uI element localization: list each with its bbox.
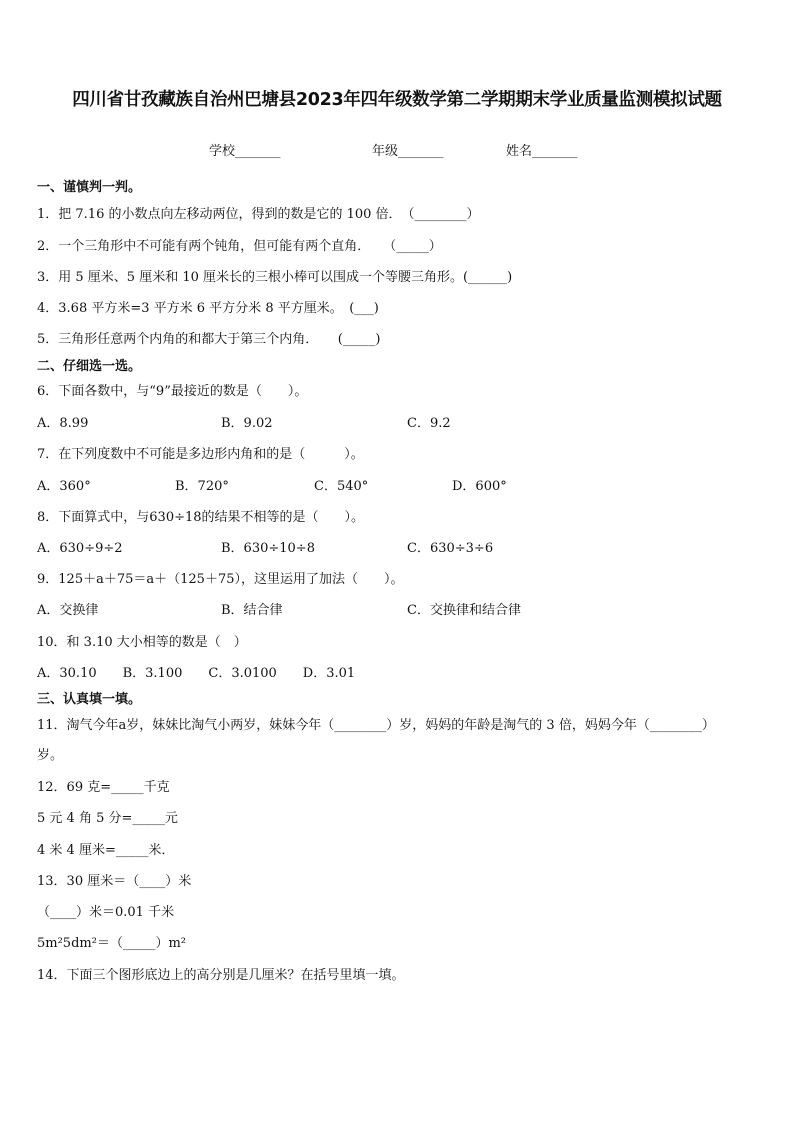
section-heading-choose: 二、仔细选一选。 [37, 359, 142, 374]
grade-field[interactable]: 年级_______ [372, 144, 444, 159]
q6-option-a: A．8.99 [37, 416, 89, 431]
q7-option-c: C．540° [314, 479, 369, 494]
name-field[interactable]: 姓名_______ [506, 144, 578, 159]
question-12-line-3: 4 米 4 厘米=_____米． [37, 843, 175, 858]
question-13-line-2: （____）米＝0.01 千米 [37, 905, 175, 920]
question-13-line-3: 5m²5dm²＝（_____）m² [37, 936, 186, 951]
q7-option-d: D．600° [452, 479, 507, 494]
question-11: 11．淘气今年a岁，妹妹比淘气小两岁，妹妹今年（________）岁，妈妈的年龄是淘气的 3 倍，妈妈今年（________） [37, 718, 715, 733]
page-title: 四川省甘孜藏族自治州巴塘县2023年四年级数学第二学期期末学业质量监测模拟试题 [72, 90, 722, 110]
q9-option-b: B．结合律 [221, 603, 283, 618]
question-1: 1．把 7.16 的小数点向左移动两位，得到的数是它的 100 倍． （________） [37, 207, 480, 222]
question-5: 5．三角形任意两个内角的和都大于第三个内角． (_____) [37, 332, 381, 347]
q10-options: A．30.10 B．3.100 C．3.0100 D．3.01 [37, 666, 356, 681]
question-3: 3．用 5 厘米、5 厘米和 10 厘米长的三根小棒可以围成一个等腰三角形。(______) [37, 270, 513, 285]
question-6: 6．下面各数中，与“9”最接近的数是（ ）。 [37, 384, 308, 399]
question-14: 14．下面三个图形底边上的高分别是几厘米？在括号里填一填。 [37, 968, 405, 983]
question-4: 4．3.68 平方米=3 平方米 6 平方分米 8 平方厘米。 (___) [37, 301, 379, 316]
q8-option-a: A．630÷9÷2 [37, 541, 123, 556]
section-heading-fill: 三、认真填一填。 [37, 692, 142, 707]
q9-option-a: A．交换律 [37, 603, 99, 618]
q6-option-c: C．9.2 [407, 416, 451, 431]
question-12-line-1: 12．69 克=_____千克 [37, 780, 170, 795]
q8-option-b: B．630÷10÷8 [221, 541, 315, 556]
school-field[interactable]: 学校_______ [209, 144, 281, 159]
question-13-line-1: 13．30 厘米＝（____）米 [37, 874, 192, 889]
q7-option-b: B．720° [175, 479, 229, 494]
question-9: 9．125＋a＋75＝a＋（125＋75），这里运用了加法（ ）。 [37, 572, 404, 587]
question-7: 7．在下列度数中不可能是多边形内角和的是（ ）。 [37, 447, 364, 462]
q6-option-b: B．9.02 [221, 416, 273, 431]
question-10: 10．和 3.10 大小相等的数是（ ） [37, 635, 247, 650]
q9-option-c: C．交换律和结合律 [407, 603, 521, 618]
question-2: 2．一个三角形中不可能有两个钝角，但可能有两个直角． （_____） [37, 239, 442, 254]
question-8: 8．下面算式中，与630÷18的结果不相等的是（ ）。 [37, 510, 365, 525]
q8-option-c: C．630÷3÷6 [407, 541, 494, 556]
question-11-cont: 岁。 [37, 748, 64, 763]
section-heading-judge: 一、谨慎判一判。 [37, 180, 142, 195]
q7-option-a: A．360° [37, 479, 91, 494]
question-12-line-2: 5 元 4 角 5 分=_____元 [37, 811, 178, 826]
